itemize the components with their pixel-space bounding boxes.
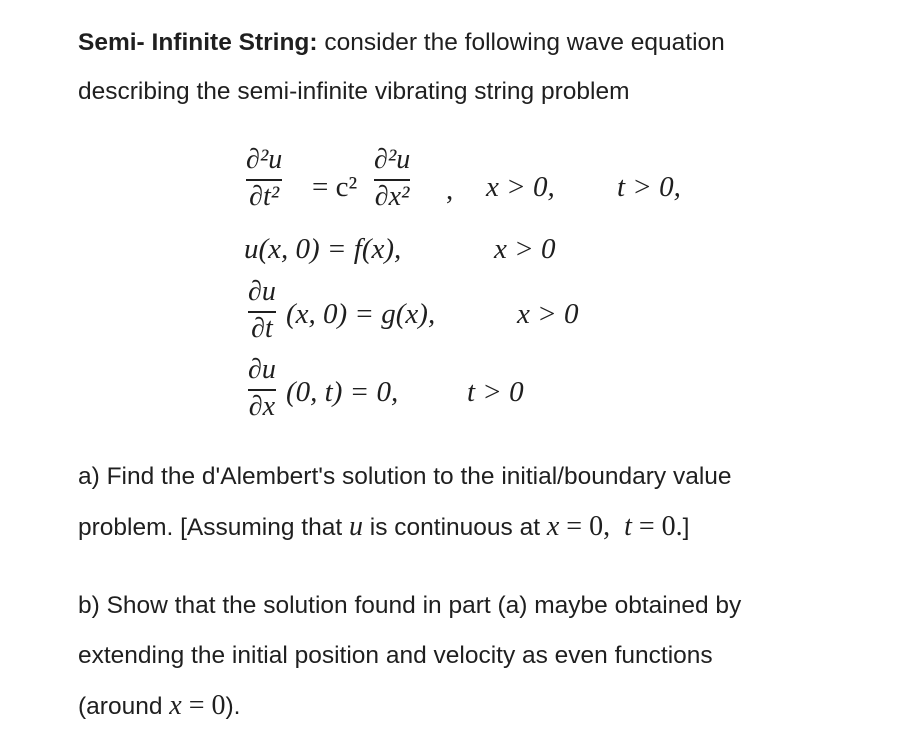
eq1-rhs-fraction	[374, 146, 410, 211]
eq4-condition: t > 0	[467, 376, 524, 408]
part-b-line-3-start: (around	[78, 693, 170, 720]
part-a-line-2-start: problem. [Assuming that	[78, 514, 349, 541]
eq1-condition-x: x > 0,	[486, 171, 555, 203]
eq3-condition: x > 0	[517, 298, 579, 330]
eq4-numerator: ∂u	[248, 354, 276, 385]
eq1-rhs-denominator: ∂x²	[374, 180, 410, 212]
eq1-comma: ,	[446, 174, 454, 206]
eq3-numerator: ∂u	[248, 276, 276, 307]
part-a-line-2	[78, 513, 689, 541]
eq1-condition-t: t > 0,	[617, 171, 681, 203]
eq1-lhs-fraction	[246, 146, 282, 211]
part-b-line-1: b) Show that the solution found in part (a) maybe obtained by	[78, 592, 742, 619]
intro-line-1	[78, 31, 725, 56]
eq1-lhs-numerator: ∂²u	[246, 144, 283, 175]
part-b-line-2: extending the initial position and velocity as even functions	[78, 642, 713, 669]
part-b-line-3	[78, 692, 240, 720]
eq3-expression: (x, 0) = g(x),	[286, 298, 436, 330]
eq3-fraction	[248, 278, 276, 343]
eq4-fraction	[248, 356, 276, 421]
part-a-var-x: x	[546, 511, 560, 542]
part-a-line-2-end: ]	[682, 514, 690, 541]
eq1-lhs-denominator: ∂t²	[249, 180, 280, 212]
part-a-eq-2: = 0.	[631, 511, 683, 542]
part-a-line-1: a) Find the d'Alembert's solution to the initial/boundary value	[78, 463, 732, 490]
part-a-line-2-mid: is continuous at	[362, 514, 547, 541]
eq4-expression: (0, t) = 0,	[286, 376, 399, 408]
intro-line-2: describing the semi-infinite vibrating string problem	[78, 78, 630, 105]
intro-line-1-rest: consider the following wave equation	[317, 29, 725, 56]
eq1-equals-c: = c²	[312, 171, 358, 203]
eq1-rhs-numerator: ∂²u	[374, 144, 411, 175]
part-b-line-3-end: ).	[225, 693, 241, 720]
eq3-denominator: ∂t	[251, 312, 273, 344]
eq2-condition: x > 0	[494, 233, 556, 265]
intro-bold-title: Semi- Infinite String:	[78, 29, 318, 56]
part-a-var-u: u	[348, 511, 363, 542]
part-a-var-t: t	[624, 511, 632, 542]
part-b-var-x: x	[169, 690, 182, 721]
part-a-eq-1: = 0,	[559, 511, 625, 542]
eq2-expression: u(x, 0) = f(x),	[244, 233, 402, 265]
part-b-eq: = 0	[181, 690, 226, 721]
eq4-denominator: ∂x	[248, 390, 276, 422]
